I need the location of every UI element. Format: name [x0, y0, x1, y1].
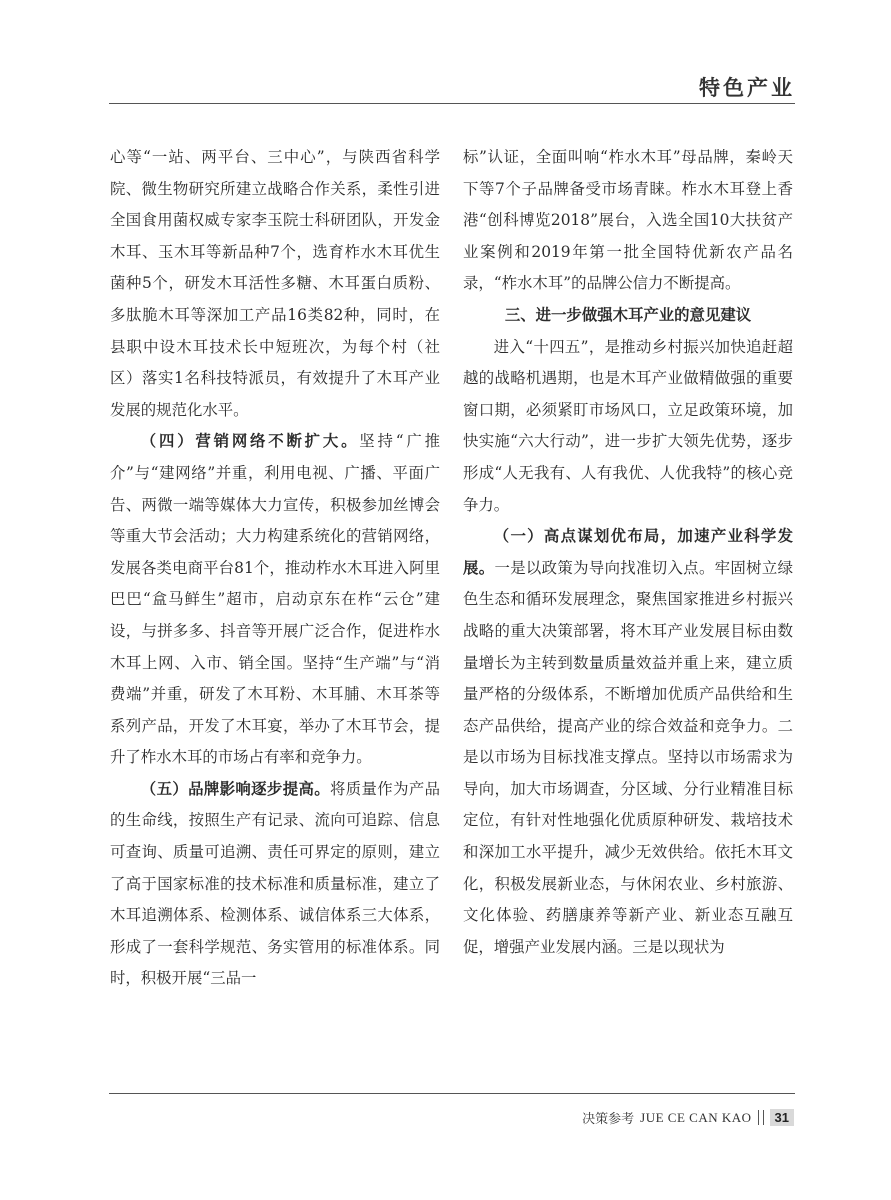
journal-name: 决策参考 [582, 1112, 635, 1127]
paragraph-body: 将质量作为产品的生命线，按照生产有记录、流向可追踪、信息可查询、质量可追溯、责任可界定的原则，建立了高于国家标准的技术标准和质量标准，建立了木耳追溯体系、检测体系、诚信体系三大体系，形成了一套科学规范、务实管用的标准体系。同时，积极开展“三品一 [110, 779, 440, 988]
right-column [463, 142, 793, 963]
paragraph [463, 521, 793, 963]
footer-rule [109, 1093, 795, 1094]
paragraph [110, 426, 440, 774]
paragraph-lead: （五）品牌影响逐步提高。 [140, 779, 330, 798]
page-footer [582, 1108, 794, 1127]
paragraph-body: 一是以政策为导向找准切入点。牢固树立绿色生态和循环发展理念，聚焦国家推进乡村振兴战略的重大决策部署，将木耳产业发展目标由数量增长为主转到数量质量效益并重上来，建立质量严格的分级体系，不断增加优质产品供给和生态产品供给，提高产业的综合效益和竞争力。二是以市场为目标找准支撑点。坚持以市场需求为导向，加大市场调查，分区域、分行业精准目标定位，有针对性地强化优质原种研发、栽培技术和深加工水平提升，减少无效供给。依托木耳文化，积极发展新业态，与休闲农业、乡村旅游、文化体验、药膳康养等新产业、新业态互融互促，增强产业发展内涵。三是以现状为 [463, 558, 793, 956]
paragraph-body: 坚持“广推介”与“建网络”并重，利用电视、广播、平面广告、两微一端等媒体大力宣传，积极参加丝博会等重大节会活动；大力构建系统化的营销网络，发展各类电商平台81个，推动柞水木耳进入阿里巴巴“盒马鲜生”超市，启动京东在柞“云仓”建设，与拼多多、抖音等开展广泛合作，促进柞水木耳上网、入市、销全国。坚持“生产端”与“消费端”并重，研发了木耳粉、木耳脯、木耳茶等系列产品，开发了木耳宴，举办了木耳节会，提升了柞水木耳的市场占有率和竞争力。 [110, 432, 440, 767]
paragraph [110, 774, 440, 995]
header-rule [109, 103, 795, 104]
left-column [110, 142, 440, 995]
paragraph: 标”认证，全面叫响“柞水木耳”母品牌，秦岭天下等7个子品牌备受市场青睐。柞水木耳登上香港“创科博览2018”展台，入选全国10大扶贫产业案例和2019年第一批全国特优新农产品名录，“柞水木耳”的品牌公信力不断提高。 [463, 148, 793, 293]
paragraph-lead: （四）营销网络不断扩大。 [140, 432, 360, 451]
section-heading: 三、进一步做强木耳产业的意见建议 [504, 305, 752, 324]
section-tag: 特色产业 [699, 76, 795, 100]
paragraph: 心等“一站、两平台、三中心”，与陕西省科学院、微生物研究所建立战略合作关系，柔性引进全国食用菌权威专家李玉院士科研团队，开发金木耳、玉木耳等新品种7个，选育柞水木耳优生菌种5个，研发木耳活性多糖、木耳蛋白质粉、多肽脆木耳等深加工产品16类82种，同时，在县职中设木耳技术长中短班次，为每个村（社区）落实1名科技特派员，有效提升了木耳产业发展的规范化水平。 [110, 148, 440, 419]
paragraph: 进入“十四五”，是推动乡村振兴加快追赶超越的战略机遇期，也是木耳产业做精做强的重要窗口期，必须紧盯市场风口，立足政策环境，加快实施“六大行动”，进一步扩大领先优势，逐步形成“人无我有、人有我优、人优我特”的核心竞争力。 [463, 337, 793, 514]
footer-separator [758, 1110, 764, 1125]
journal-pinyin: JUE CE CAN KAO [640, 1109, 752, 1125]
page-number: 31 [770, 1109, 794, 1126]
paragraph-lead: （一）高点谋划优布局，加速产业科学发展。 [463, 527, 793, 577]
